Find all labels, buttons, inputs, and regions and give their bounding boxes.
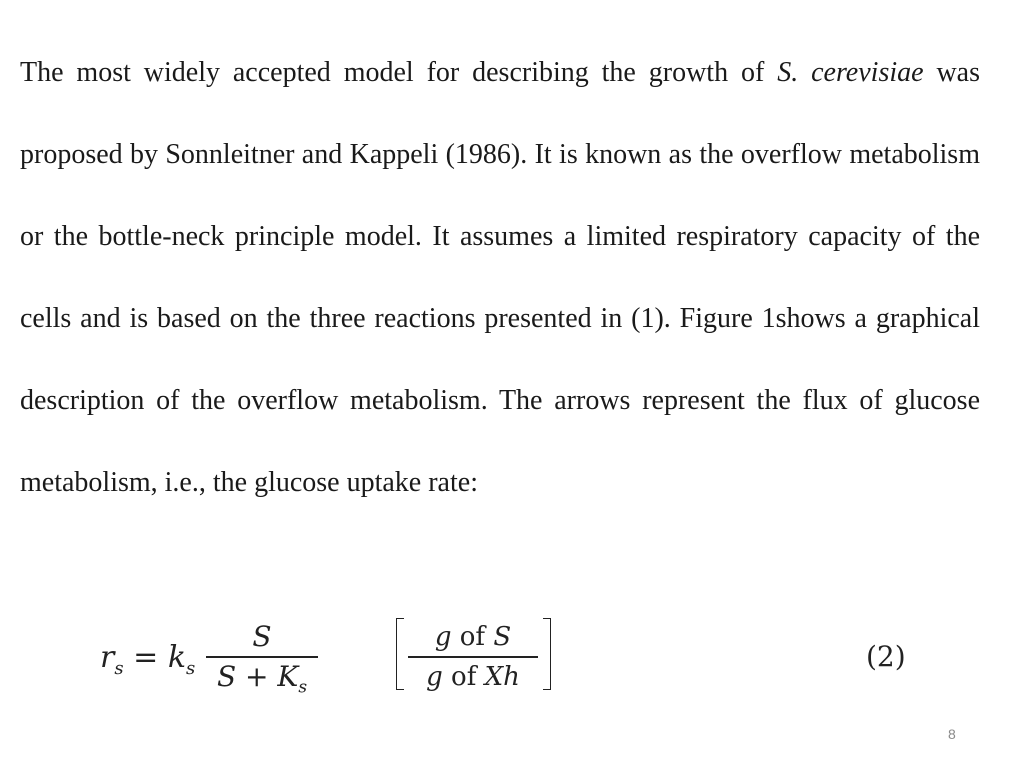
units-fraction [408, 620, 538, 694]
units-numerator: g of S [434, 622, 512, 652]
body-paragraph [20, 32, 980, 524]
rate-denominator: $S + K_s$ [216, 659, 308, 698]
equation-lhs: $r_s = k_s$ [100, 640, 196, 679]
equation-number: (2) [866, 640, 906, 673]
paragraph-text-part1: The most widely accepted model for describing the growth of [20, 57, 778, 88]
units-denominator: g of Xh [426, 661, 520, 692]
rate-numerator: S [252, 620, 272, 653]
fraction-bar [408, 656, 538, 658]
units-bracket [396, 618, 551, 692]
fraction-bar [206, 656, 318, 658]
paragraph-text-part2: was proposed by Sonnleitner and Kappeli (1986). It is known as the overflow metabolism or the bottle-neck principle model. It assumes a limited respiratory capacity of the cells and is based on the three reactions presented in (1). Figure 1shows a graphical description of the overflow metabolism. The arrows represent the flux of glucose metabolism, i.e., the glucose uptake rate: [20, 57, 981, 498]
rate-fraction [206, 620, 318, 704]
page-number: 8 [948, 726, 956, 742]
species-name: S. cerevisiae [777, 57, 924, 88]
rate-equation [100, 618, 920, 698]
